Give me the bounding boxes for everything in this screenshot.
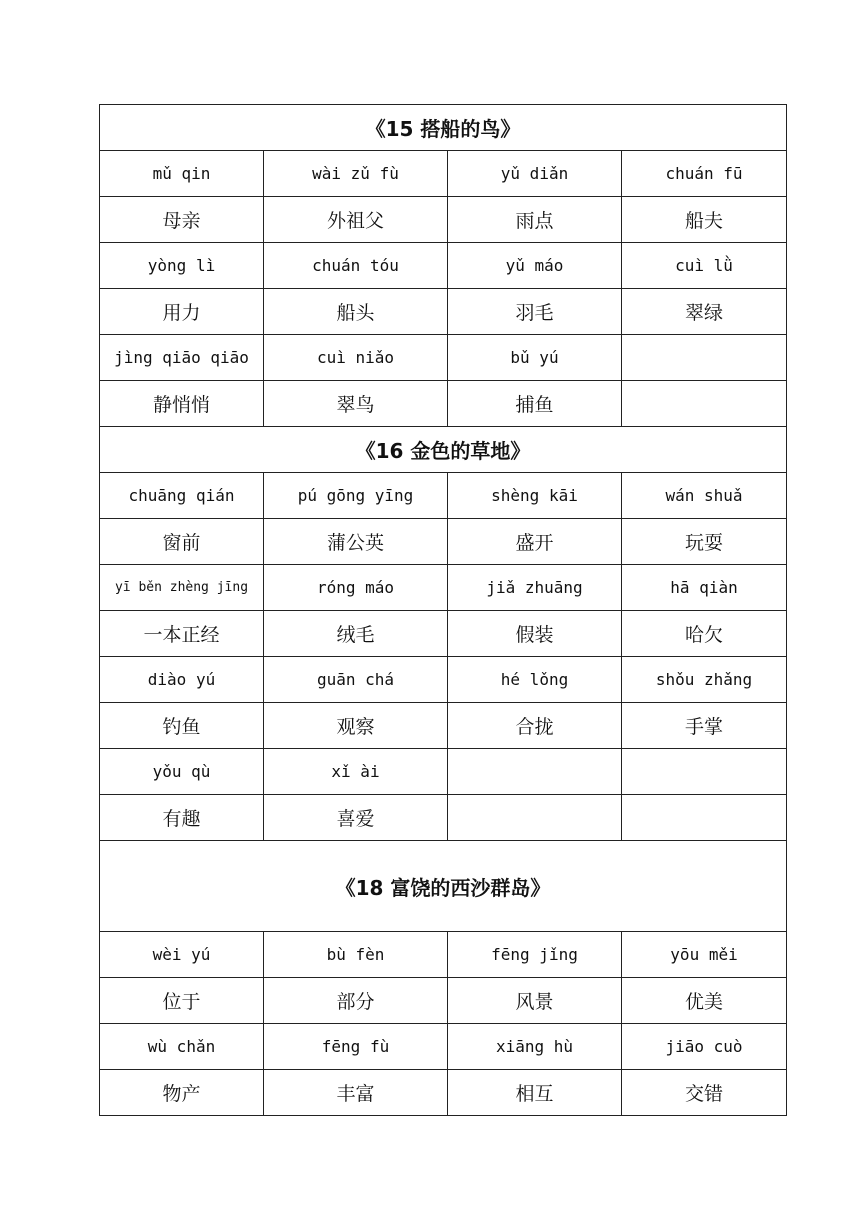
word-cell: 翠鸟 bbox=[264, 381, 448, 427]
section-title: 《16 金色的草地》 bbox=[100, 427, 787, 473]
pinyin-cell: wù chǎn bbox=[100, 1024, 264, 1070]
word-cell: 物产 bbox=[100, 1070, 264, 1116]
word-row bbox=[100, 1070, 787, 1116]
pinyin-cell: cuì lǜ bbox=[622, 243, 787, 289]
word-cell: 钓鱼 bbox=[100, 703, 264, 749]
word-cell: 用力 bbox=[100, 289, 264, 335]
word-row bbox=[100, 795, 787, 841]
word-cell: 丰富 bbox=[264, 1070, 448, 1116]
pinyin-cell: yǔ diǎn bbox=[448, 151, 622, 197]
section-title: 《15 搭船的鸟》 bbox=[100, 105, 787, 151]
pinyin-row bbox=[100, 243, 787, 289]
empty-cell bbox=[622, 381, 787, 427]
word-cell: 静悄悄 bbox=[100, 381, 264, 427]
pinyin-cell: wèi yú bbox=[100, 932, 264, 978]
word-cell: 绒毛 bbox=[264, 611, 448, 657]
pinyin-row bbox=[100, 151, 787, 197]
pinyin-cell: yǔ máo bbox=[448, 243, 622, 289]
pinyin-row bbox=[100, 657, 787, 703]
pinyin-cell: chuāng qián bbox=[100, 473, 264, 519]
word-cell: 部分 bbox=[264, 978, 448, 1024]
word-cell: 有趣 bbox=[100, 795, 264, 841]
pinyin-cell: wài zǔ fù bbox=[264, 151, 448, 197]
word-cell: 翠绿 bbox=[622, 289, 787, 335]
word-cell: 相互 bbox=[448, 1070, 622, 1116]
pinyin-cell: yōu měi bbox=[622, 932, 787, 978]
pinyin-cell: bǔ yú bbox=[448, 335, 622, 381]
word-row bbox=[100, 519, 787, 565]
empty-cell bbox=[448, 749, 622, 795]
word-cell: 窗前 bbox=[100, 519, 264, 565]
vocabulary-table bbox=[99, 104, 787, 1116]
word-cell: 哈欠 bbox=[622, 611, 787, 657]
pinyin-cell: fēng fù bbox=[264, 1024, 448, 1070]
word-cell: 假装 bbox=[448, 611, 622, 657]
empty-cell bbox=[622, 795, 787, 841]
word-row bbox=[100, 197, 787, 243]
word-cell: 观察 bbox=[264, 703, 448, 749]
section-title-row bbox=[100, 427, 787, 473]
pinyin-cell: jiǎ zhuāng bbox=[448, 565, 622, 611]
pinyin-cell: shèng kāi bbox=[448, 473, 622, 519]
word-cell: 捕鱼 bbox=[448, 381, 622, 427]
pinyin-cell: wán shuǎ bbox=[622, 473, 787, 519]
pinyin-cell: bù fèn bbox=[264, 932, 448, 978]
empty-cell bbox=[622, 749, 787, 795]
word-cell: 喜爱 bbox=[264, 795, 448, 841]
word-cell: 手掌 bbox=[622, 703, 787, 749]
pinyin-cell: róng máo bbox=[264, 565, 448, 611]
section-title-row bbox=[100, 841, 787, 932]
pinyin-cell: chuán tóu bbox=[264, 243, 448, 289]
pinyin-cell: yǒu qù bbox=[100, 749, 264, 795]
pinyin-cell: mǔ qin bbox=[100, 151, 264, 197]
word-row bbox=[100, 978, 787, 1024]
word-row bbox=[100, 381, 787, 427]
pinyin-cell: xiāng hù bbox=[448, 1024, 622, 1070]
pinyin-cell: chuán fū bbox=[622, 151, 787, 197]
pinyin-cell: hé lǒng bbox=[448, 657, 622, 703]
pinyin-cell: jiāo cuò bbox=[622, 1024, 787, 1070]
word-cell: 位于 bbox=[100, 978, 264, 1024]
word-cell: 一本正经 bbox=[100, 611, 264, 657]
section-title: 《18 富饶的西沙群岛》 bbox=[100, 841, 787, 932]
pinyin-cell: jìng qiāo qiāo bbox=[100, 335, 264, 381]
pinyin-cell: guān chá bbox=[264, 657, 448, 703]
pinyin-cell: yī běn zhèng jīng bbox=[100, 565, 264, 611]
word-cell: 风景 bbox=[448, 978, 622, 1024]
word-cell: 外祖父 bbox=[264, 197, 448, 243]
empty-cell bbox=[448, 795, 622, 841]
pinyin-cell: pú gōng yīng bbox=[264, 473, 448, 519]
pinyin-cell: hā qiàn bbox=[622, 565, 787, 611]
word-row bbox=[100, 289, 787, 335]
word-cell: 玩耍 bbox=[622, 519, 787, 565]
word-cell: 船夫 bbox=[622, 197, 787, 243]
pinyin-cell: cuì niǎo bbox=[264, 335, 448, 381]
pinyin-row bbox=[100, 1024, 787, 1070]
pinyin-row bbox=[100, 565, 787, 611]
pinyin-cell: shǒu zhǎng bbox=[622, 657, 787, 703]
word-row bbox=[100, 703, 787, 749]
word-cell: 蒲公英 bbox=[264, 519, 448, 565]
pinyin-cell: diào yú bbox=[100, 657, 264, 703]
word-cell: 羽毛 bbox=[448, 289, 622, 335]
word-cell: 盛开 bbox=[448, 519, 622, 565]
pinyin-row bbox=[100, 335, 787, 381]
pinyin-row bbox=[100, 749, 787, 795]
pinyin-row bbox=[100, 932, 787, 978]
word-cell: 优美 bbox=[622, 978, 787, 1024]
word-cell: 母亲 bbox=[100, 197, 264, 243]
pinyin-cell: fēng jǐng bbox=[448, 932, 622, 978]
pinyin-cell: xǐ ài bbox=[264, 749, 448, 795]
pinyin-row bbox=[100, 473, 787, 519]
word-cell: 船头 bbox=[264, 289, 448, 335]
word-cell: 雨点 bbox=[448, 197, 622, 243]
word-row bbox=[100, 611, 787, 657]
word-cell: 交错 bbox=[622, 1070, 787, 1116]
empty-cell bbox=[622, 335, 787, 381]
pinyin-cell: yòng lì bbox=[100, 243, 264, 289]
word-cell: 合拢 bbox=[448, 703, 622, 749]
section-title-row bbox=[100, 105, 787, 151]
